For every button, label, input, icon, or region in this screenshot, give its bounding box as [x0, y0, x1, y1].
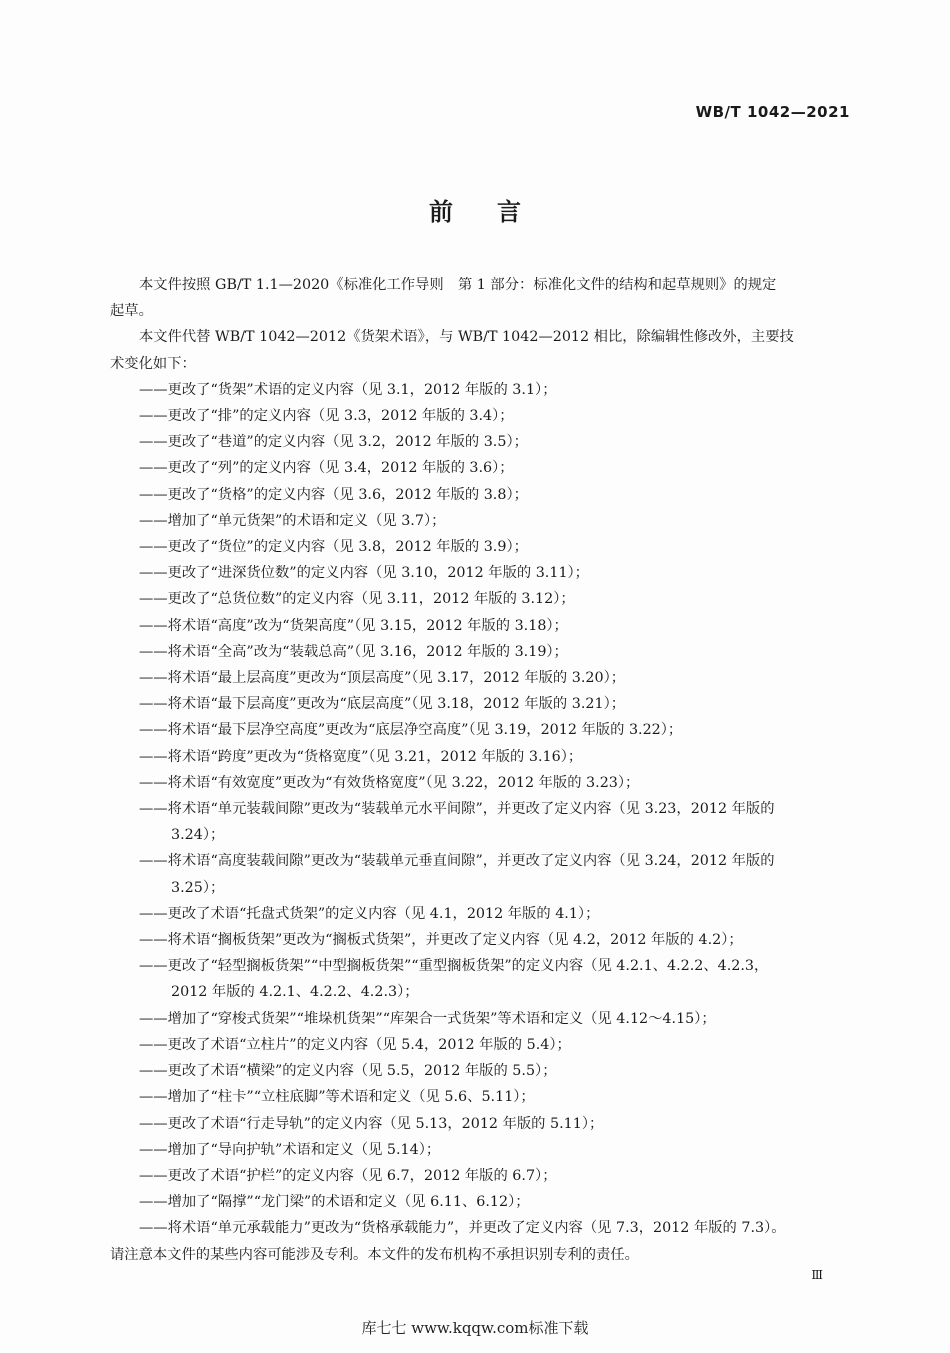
change-item-text: ——更改了“巷道”的定义内容（见 3.2，2012 年版的 3.5）； [139, 434, 528, 451]
change-item-text: ——更改了“总货位数”的定义内容（见 3.11，2012 年版的 3.12）； [139, 591, 575, 608]
change-item [139, 403, 857, 429]
change-item-text: ——更改了“进深货位数”的定义内容（见 3.10，2012 年版的 3.11）； [139, 565, 589, 582]
change-item [139, 613, 857, 639]
change-item [139, 901, 857, 927]
patent-notice: 请注意本文件的某些内容可能涉及专利。本文件的发布机构不承担识别专利的责任。 [110, 1246, 639, 1263]
change-item [139, 482, 857, 508]
technical-changes-list [139, 377, 857, 1242]
change-item-text: ——将术语“有效宽度”更改为“有效货格宽度”（见 3.22，2012 年版的 3.23）； [139, 774, 640, 791]
change-item [139, 953, 857, 1005]
change-item [139, 744, 857, 770]
intro-paragraph-1-line-2: 起草。 [110, 303, 153, 320]
change-item-continuation: 3.24）； [171, 827, 225, 844]
change-item-text: ——更改了“货格”的定义内容（见 3.6，2012 年版的 3.8）； [139, 486, 528, 503]
change-item [139, 665, 857, 691]
change-item [139, 586, 857, 612]
intro-paragraph-1-line-1: 本文件按照 GB/T 1.1—2020《标准化工作导则 第 1 部分：标准化文件的结构和起草规则》的规定 [139, 277, 777, 293]
change-item [139, 1111, 857, 1137]
document-number: WB/T 1042—2021 [695, 103, 850, 121]
change-item-text: ——更改了“列”的定义内容（见 3.4，2012 年版的 3.6）； [139, 460, 514, 477]
change-item-text: ——增加了“导向护轨”术语和定义（见 5.14）； [139, 1141, 441, 1158]
change-item-text: ——增加了“柱卡”“立柱底脚”等术语和定义（见 5.6、5.11）； [139, 1089, 535, 1106]
change-item [139, 639, 857, 665]
change-item [139, 1084, 857, 1110]
change-item [139, 1032, 857, 1058]
change-item [139, 1215, 857, 1241]
page-number: Ⅲ [811, 1268, 823, 1282]
change-item [139, 377, 857, 403]
change-item-text: ——更改了术语“横梁”的定义内容（见 5.5，2012 年版的 5.5）； [139, 1063, 557, 1080]
change-item [139, 455, 857, 481]
change-item-text: ——将术语“最下层净空高度”更改为“底层净空高度”（见 3.19，2012 年版的 3.22）； [139, 722, 683, 739]
download-watermark-footer: 库七七 www.kqqw.com标准下载 [361, 1319, 589, 1337]
change-item-continuation: 3.25）； [171, 879, 225, 896]
change-item-text: ——更改了“排”的定义内容（见 3.3，2012 年版的 3.4）； [139, 408, 514, 425]
change-item [139, 848, 857, 900]
change-item-continuation: 2012 年版的 4.2.1、4.2.2、4.2.3）； [171, 984, 419, 1001]
change-item [139, 770, 857, 796]
change-item-text: ——将术语“最上层高度”更改为“顶层高度”（见 3.17，2012 年版的 3.20）； [139, 670, 626, 687]
change-item [139, 1189, 857, 1215]
change-item-text: ——增加了“穿梭式货架”“堆垛机货架”“库架合一式货架”等术语和定义（见 4.12～4.15）； [139, 1010, 716, 1027]
change-item-text: ——将术语“全高”改为“装载总高”（见 3.16，2012 年版的 3.19）； [139, 643, 568, 660]
change-item [139, 1006, 857, 1032]
change-item-text: ——将术语“最下层高度”更改为“底层高度”（见 3.18，2012 年版的 3.21）； [139, 696, 626, 713]
change-item-text: ——将术语“搁板货架”更改为“搁板式货架”，并更改了定义内容（见 4.2，2012 年版的 4.2）； [139, 932, 743, 949]
change-item [139, 1163, 857, 1189]
change-item-text: ——将术语“单元装载间隙”更改为“装载单元水平间隙”，并更改了定义内容（见 3.23，2012 年版的 [139, 801, 775, 818]
change-item [139, 508, 857, 534]
change-item [139, 927, 857, 953]
intro-paragraph-2 [110, 324, 857, 376]
change-item-text: ——将术语“跨度”更改为“货格宽度”（见 3.21，2012 年版的 3.16）； [139, 748, 583, 765]
change-item [139, 796, 857, 848]
change-item [139, 560, 857, 586]
change-item-text: ——更改了术语“立柱片”的定义内容（见 5.4，2012 年版的 5.4）； [139, 1036, 571, 1053]
intro-paragraph-2-line-2: 术变化如下： [110, 355, 196, 372]
change-item-text: ——将术语“高度”改为“货架高度”（见 3.15，2012 年版的 3.18）； [139, 617, 568, 634]
change-item-text: ——更改了“货位”的定义内容（见 3.8，2012 年版的 3.9）； [139, 539, 528, 556]
change-item-text: ——更改了“货架”术语的定义内容（见 3.1，2012 年版的 3.1）； [139, 381, 557, 398]
change-item-text: ——更改了术语“行走导轨”的定义内容（见 5.13，2012 年版的 5.11）； [139, 1115, 604, 1132]
page-title: 前言 [429, 198, 565, 226]
change-item-text: ——更改了术语“托盘式货架”的定义内容（见 4.1，2012 年版的 4.1）； [139, 905, 600, 922]
foreword-body [110, 272, 857, 1268]
intro-paragraph-1 [110, 272, 857, 324]
change-item-text: ——增加了“单元货架”的术语和定义（见 3.7）； [139, 512, 446, 529]
intro-paragraph-2-line-1: 本文件代替 WB/T 1042—2012《货架术语》，与 WB/T 1042—2012 相比，除编辑性修改外，主要技 [139, 329, 794, 346]
change-item [139, 1137, 857, 1163]
change-item [139, 691, 857, 717]
change-item-text: ——增加了“隔撑”“龙门梁”的术语和定义（见 6.11、6.12）； [139, 1194, 530, 1211]
change-item-text: ——更改了“轻型搁板货架”“中型搁板货架”“重型搁板货架”的定义内容（见 4.2.1、4.2.2、4.2.3， [139, 958, 769, 975]
change-item-text: ——将术语“单元承载能力”更改为“货格承载能力”，并更改了定义内容（见 7.3，2012 年版的 7.3）。 [139, 1220, 786, 1237]
change-item-text: ——更改了术语“护栏”的定义内容（见 6.7，2012 年版的 6.7）； [139, 1167, 557, 1184]
change-item [139, 429, 857, 455]
change-item [139, 534, 857, 560]
change-item [139, 1058, 857, 1084]
change-item-text: ——将术语“高度装载间隙”更改为“装载单元垂直间隙”，并更改了定义内容（见 3.24，2012 年版的 [139, 853, 775, 870]
change-item [139, 717, 857, 743]
